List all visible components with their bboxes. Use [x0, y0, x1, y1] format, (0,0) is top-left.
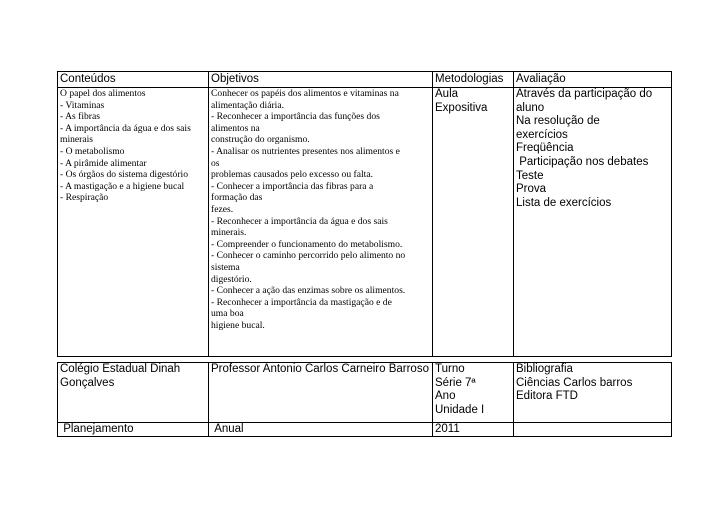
bibliografia-title: Bibliografia	[516, 363, 573, 375]
bibliografia-cell	[514, 363, 672, 423]
avaliacao-cell	[514, 88, 672, 357]
objetivos-line: higiene bucal.	[211, 319, 265, 331]
objetivos-line: - Conhecer o caminho percorrido pelo alimento no	[211, 250, 406, 262]
header-row	[58, 72, 672, 88]
avaliacao-line: Na resolução de	[516, 115, 600, 128]
professor-cell	[209, 363, 433, 423]
objetivos-cell	[209, 88, 433, 357]
objetivos-line: digestório.	[211, 273, 252, 285]
objetivos-line: construção do organismo.	[211, 134, 310, 146]
conteudos-line: - O metabolismo	[60, 145, 125, 157]
ano-line: Ano	[435, 390, 456, 403]
conteudos-line: - Vitaminas	[60, 99, 105, 111]
conteudos-line: minerais	[60, 134, 94, 146]
bibliografia-publisher: Editora FTD	[516, 390, 578, 403]
avaliacao-line: exercícios	[516, 128, 568, 141]
metodologias-line: Expositiva	[435, 101, 488, 114]
avaliacao-line: Teste	[516, 169, 544, 182]
objetivos-line: - Reconhecer a importância da mastigação e de	[211, 296, 392, 308]
objetivos-line: uma boa	[211, 308, 244, 320]
conteudos-line: - A importância da água e dos sais	[60, 122, 191, 134]
empty-cell	[514, 423, 672, 437]
avaliacao-line: Através da participação do	[516, 88, 653, 100]
avaliacao-line: Lista de exercícios	[516, 196, 612, 209]
serie-line: Série 7ª	[435, 376, 476, 389]
colegio-cell	[58, 363, 209, 423]
objetivos-line: - Reconhecer a importância da água e dos sais	[211, 215, 388, 227]
avaliacao-line: Freqüência	[516, 142, 574, 155]
objetivos-line: alimentos na	[211, 122, 260, 134]
avaliacao-line: Prova	[516, 183, 547, 196]
avaliacao-line: aluno	[516, 101, 545, 114]
turno-cell	[433, 363, 514, 423]
header-metodologias: Metodologias	[433, 72, 514, 88]
objetivos-line: - Conhecer a ação das enzimas sobre os alimentos.	[211, 285, 406, 297]
conteudos-line: O papel dos alimentos	[60, 88, 146, 99]
planejamento-label: Planejamento	[63, 423, 134, 435]
school-info-table	[57, 362, 672, 437]
conteudos-line: - Os órgãos do sistema digestório	[60, 169, 188, 181]
anual-cell	[209, 423, 433, 437]
planning-table	[57, 71, 672, 357]
unidade-line: Unidade I	[435, 403, 485, 416]
turno-line: Turno	[435, 363, 465, 375]
avaliacao-line: Participação nos debates	[516, 155, 649, 168]
conteudos-line: - As fibras	[60, 111, 100, 123]
metodologias-line: Aula	[435, 88, 459, 100]
planejamento-cell	[58, 423, 209, 437]
professor-name: Professor Antonio Carlos Carneiro Barroso	[211, 363, 429, 375]
objetivos-line: minerais.	[211, 227, 247, 239]
footer-row	[58, 423, 672, 437]
conteudos-line: - A pirâmide alimentar	[60, 157, 147, 169]
objetivos-line: - Reconhecer a importância das funções dos	[211, 111, 380, 123]
content-row	[58, 88, 672, 357]
info-row	[58, 363, 672, 423]
conteudos-line: - Respiração	[60, 192, 109, 204]
objetivos-line: problemas causados pelo excesso ou falta.	[211, 169, 373, 181]
objetivos-line: - Conhecer a importância das fibras para a	[211, 180, 374, 192]
bibliografia-book: Ciências Carlos barros	[516, 376, 633, 389]
header-conteudos: Conteúdos	[58, 72, 209, 88]
objetivos-line: formação das	[211, 192, 263, 204]
objetivos-line: fezes.	[211, 203, 234, 215]
objetivos-line: sistema	[211, 261, 240, 273]
objetivos-line: alimentação diária.	[211, 99, 284, 111]
conteudos-cell	[58, 88, 209, 357]
header-avaliacao: Avaliação	[514, 72, 672, 88]
conteudos-line: - A mastigação e a higiene bucal	[60, 180, 185, 192]
ano-cell: 2011	[433, 423, 514, 437]
colegio-name: Colégio Estadual Dinah Gonçalves	[60, 363, 181, 389]
objetivos-line: - Compreender o funcionamento do metabolismo.	[211, 238, 403, 250]
anual-label: Anual	[214, 423, 244, 435]
objetivos-line: os	[211, 157, 220, 169]
metodologias-cell	[433, 88, 514, 357]
objetivos-line: Conhecer os papéis dos alimentos e vitaminas na	[211, 88, 399, 99]
objetivos-line: - Analisar os nutrientes presentes nos alimentos e	[211, 145, 400, 157]
header-objetivos: Objetivos	[209, 72, 433, 88]
